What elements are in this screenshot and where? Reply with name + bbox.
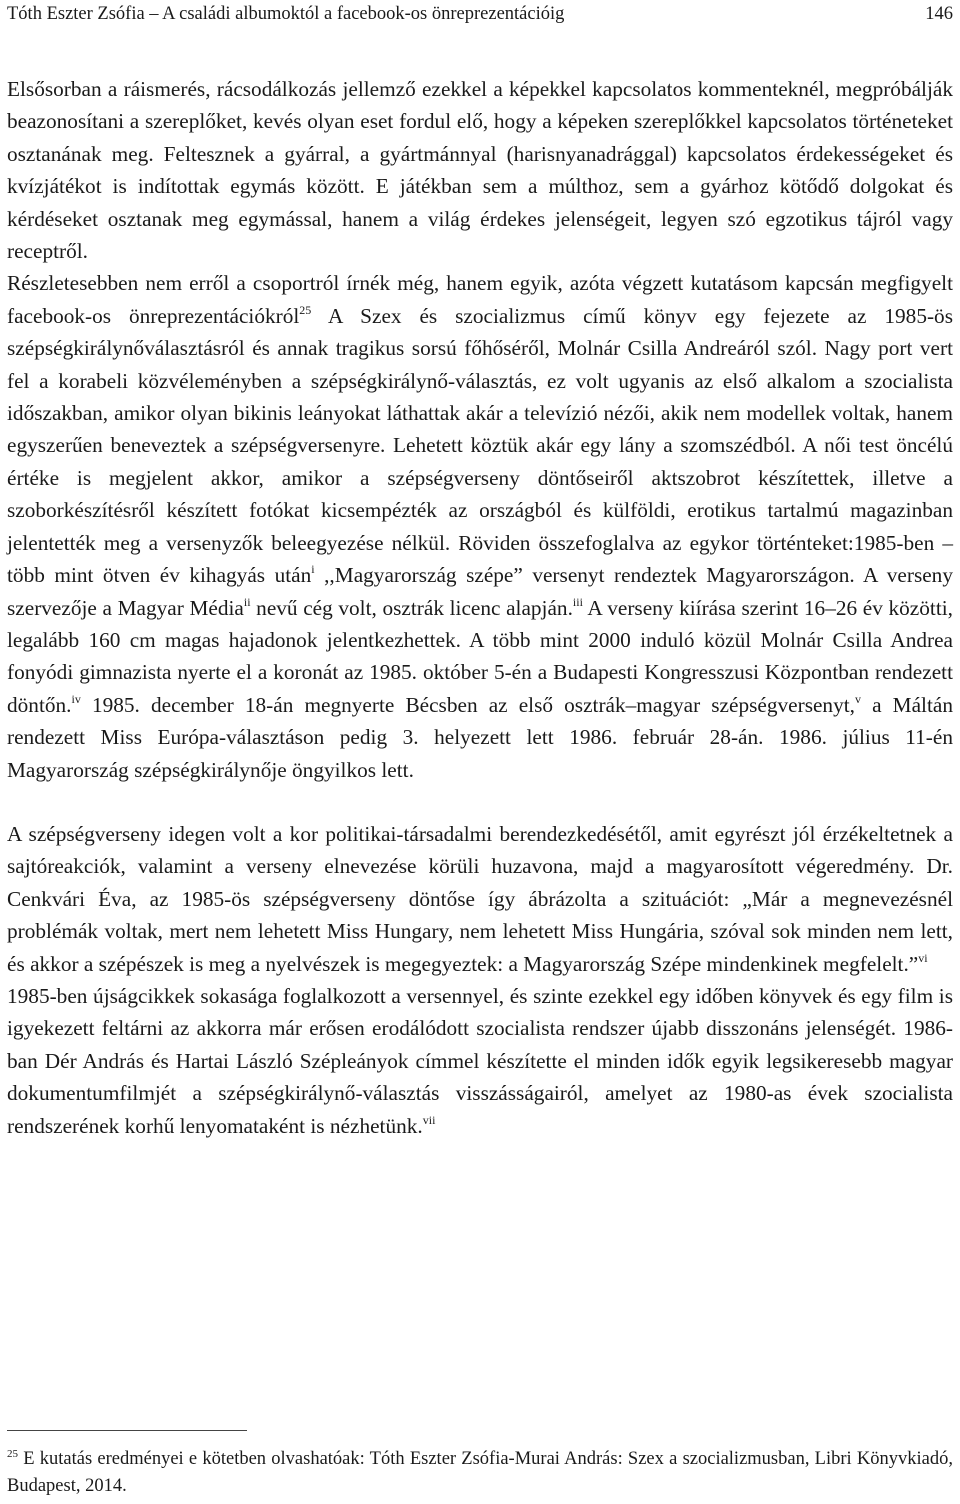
text-run: Részletesebben nem erről a csoportról írnék még, hanem egyik, azóta végzett kutatásom kapcsán megfigyelt facebook-os önreprezentációkról [7,271,953,328]
page-number: 146 [925,4,953,24]
text-run: nevű cég volt, osztrák licenc alapján. [250,595,573,620]
text-run: a Máltán rendezett Miss Európa-választáson pedig 3. helyezett lett 1986. február 28-án. 1986. július 11-én Magyarország szépségkirálynője öngyilkos lett. [7,692,953,782]
text-run: ,,Magyarország szépe” versenyt rendeztek Magyarországon. A verseny szervezője a Magyar Média [7,563,953,620]
paragraph [7,73,953,267]
text-run: A verseny kiírása szerint 16–26 év közötti, legalább 160 cm magas hajadonok jelentkezhettek. A több mint 2000 induló közül Molnár Csilla Andrea fonyódi gimnazista nyerte el a koronát az 1985. október 5-én a Budapesti Kongresszusi Központban rendezett döntőn. [7,595,953,717]
body-text [7,73,953,1142]
footnote-marker: 25 [7,1448,18,1460]
paragraph [7,267,953,786]
footnote-separator [7,1430,247,1431]
footnote [7,1446,953,1500]
text-run: A Szex és szocializmus című könyv egy fejezete az 1985-ös szépségkirálynőválasztásról és annak tragikus sorsú főhőséről, Molnár Csilla Andreáról szól. Nagy port vert fel a korabeli közvéleményben a szépségkirálynő-választás, ez volt ugyanis az első alkalom a szocialista időszakban, amikor olyan bikinis leányokat láthattak akár a televízió nézői, akik nem modellek voltak, hanem egyszerűen beneveztek a szépségversenyre. Lehetett köztük akár egy lány a szomszédból. A női test öncélú értéke is megjelent akkor, amikor a szépségverseny döntőseiről aktszobrot készítettek, illetve a szoborkészítésről készített fotókat kicsempézték az országból és külföldi, erotikus tartalmú magazinban jelentették meg a versenyzők beleegyezése nélkül. Röviden összefoglalva az egykor történteket:1985-ben – több mint ötven év kihagyás után [7,303,953,588]
note-reference: vii [422,1112,436,1127]
text-run: Elsősorban a ráismerés, rácsodálkozás jellemző ezekkel a képekkel kapcsolatos kommenteknél, megpróbálják beazonosítani a szereplőket, kevés olyan eset fordul elő, hogy a képeken szereplőkkel kapcsolatos történeteket osztanának meg. Feltesznek a gyárral, a gyártmánnyal (harisnyanadrággal) kapcsolatos érdekességeket és kvízjátékot is indítottak egymás között. E játékban sem a múlthoz, sem a gyárhoz kötődő dolgokat és kérdéseket osztanak meg egymással, hanem a világ érdekes jelenségeit, legyen szó egzotikus tájról vagy receptről. [7,77,953,264]
note-reference: iv [71,691,81,706]
footnote-text: E kutatás eredményei e kötetben olvashatóak: Tóth Eszter Zsófia-Murai András: Szex a szocializmusban, Libri Könyvkiadó, Budapest, 2014. [7,1449,953,1496]
paragraph [7,980,953,1142]
text-run: A szépségverseny idegen volt a kor politikai-társadalmi berendezkedésétől, amit egyrészt jól érzékeltetnek a sajtóreakciók, valamint a verseny elnevezése körüli huzavona, majd a magyarosított végeredmény. Dr. Cenkvári Éva, az 1985-ös szépségverseny döntőse így ábrázolta a szituációt: „Már a megnevezésnél problémák voltak, mert nem lehetett Miss Hungary, nem lehetett Miss Hungária, szóval sok minden nem lett, és akkor a szépészek is meg a nyelvészek is megegyeztek: a Magyarország Szépe mindenkinek megfelelt.” [7,821,953,976]
note-reference: v [854,691,861,706]
note-reference: vi [918,950,928,965]
paragraph [7,818,953,980]
note-reference: iii [572,594,583,609]
text-run: 1985. december 18-án megnyerte Bécsben az első osztrák–magyar szépségversenyt, [80,692,855,717]
note-reference: ii [243,594,251,609]
document-page [7,0,953,1496]
note-reference: i [311,562,315,577]
text-run: 1985-ben újságcikkek sokasága foglalkozott a versennyel, és szinte ezekkel egy időben könyvek és egy film is igyekezett feltárni az akkorra már erősen erodálódott szocialista rendszer újabb disszonáns jelenségét. 1986-ban Dér András és Hartai László Szépleányok címmel készítette el minden idők egyik legsikeresebb magyar dokumentumfilmjét a szépségkirálynő-választás visszásságairól, amelyet az 1980-as évek szocialista rendszerének korhű lenyomataként is nézhetünk. [7,983,953,1138]
note-reference: 25 [299,302,312,317]
running-title: Tóth Eszter Zsófia – A családi albumoktól a facebook-os önreprezentációig [7,4,565,24]
page-header [7,0,953,25]
